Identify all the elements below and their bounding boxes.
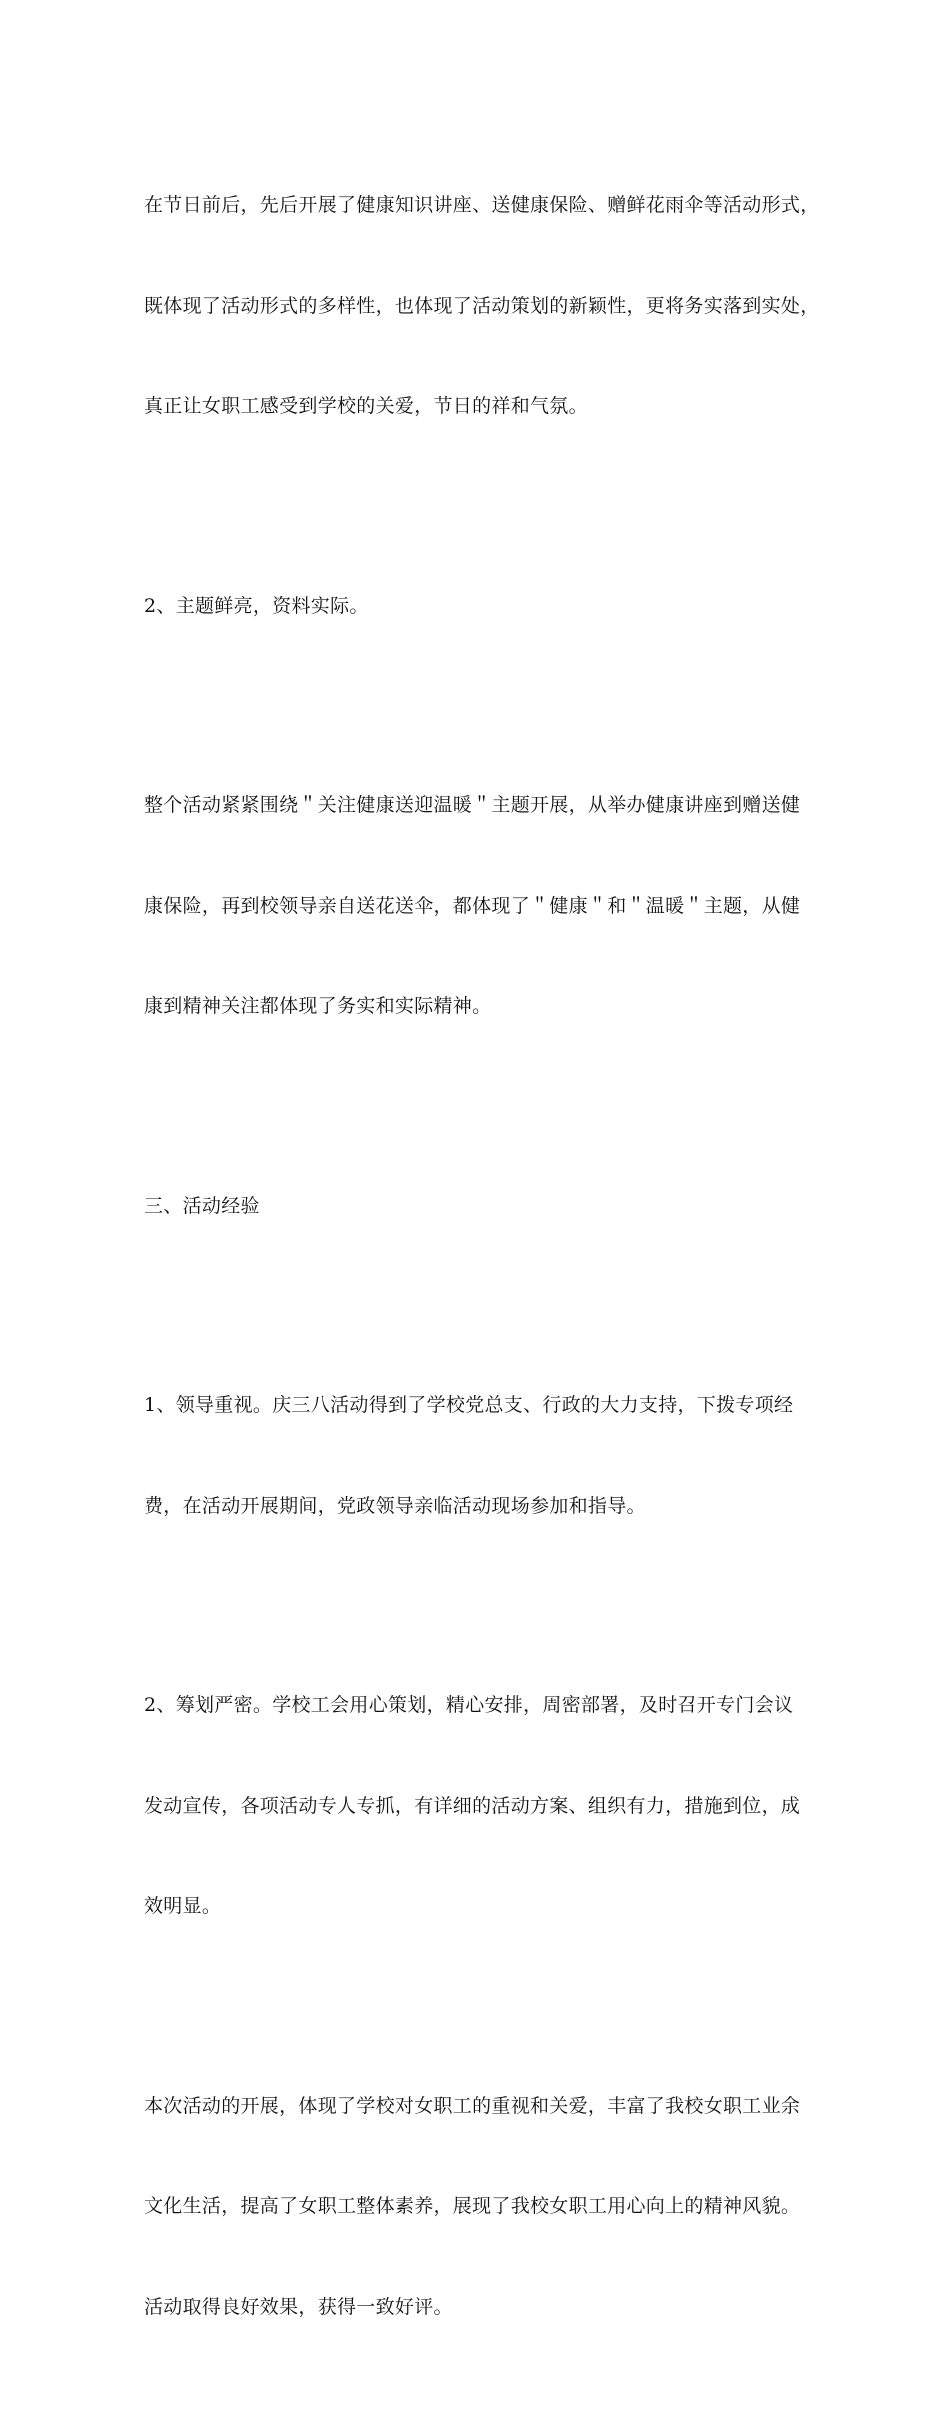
- text-line: 本次活动的开展，体现了学校对女职工的重视和关爱，丰富了我校女职工业余: [144, 2094, 801, 2117]
- text-line: 三、活动经验: [144, 1194, 260, 1217]
- text-line: 效明显。: [144, 1895, 222, 1917]
- document-body: [144, 122, 820, 2423]
- text-line: 康保险，再到校领导亲自送花送伞，都体现了＂健康＂和＂温暖＂主题，从健: [144, 894, 801, 917]
- text-line: 整个活动紧紧围绕＂关注健康送迎温暖＂主题开展，从举办健康讲座到赠送健: [144, 794, 801, 816]
- text-line: 真正让女职工感受到学校的关爱，节日的祥和气氛。: [144, 395, 588, 417]
- section-heading-theme: [144, 523, 814, 691]
- paragraph-planning: [144, 1622, 814, 1991]
- paragraph-conclusion: [144, 2023, 814, 2392]
- text-line: 活动取得良好效果，获得一致好评。: [144, 2295, 453, 2318]
- text-line: 2、筹划严密。学校工会用心策划，精心安排，周密部署，及时召开专门会议: [144, 1694, 794, 1716]
- text-line: 1、领导重视。庆三八活动得到了学校党总支、行政的大力支持，下拨专项经: [144, 1394, 794, 1416]
- text-line: 文化生活，提高了女职工整体素养，展现了我校女职工用心向上的精神风貌。: [144, 2195, 801, 2217]
- paragraph-leadership: [144, 1322, 814, 1590]
- text-line: 费，在活动开展期间，党政领导亲临活动现场参加和指导。: [144, 1494, 646, 1517]
- text-line: 在节日前后，先后开展了健康知识讲座、送健康保险、赠鲜花雨伞等活动形式，: [144, 194, 820, 216]
- paragraph-activity-forms: [144, 122, 820, 491]
- text-line: 康到精神关注都体现了务实和实际精神。: [144, 995, 492, 1017]
- text-line: 发动宣传，各项活动专人专抓，有详细的活动方案、组织有力，措施到位，成: [144, 1794, 801, 1817]
- text-line: 2、主题鲜亮，资料实际。: [144, 594, 369, 617]
- section-heading-experience: [144, 1123, 814, 1291]
- paragraph-theme-detail: [144, 722, 814, 1091]
- text-line: 既体现了活动形式的多样性，也体现了活动策划的新颖性，更将务实落到实处，: [144, 294, 820, 317]
